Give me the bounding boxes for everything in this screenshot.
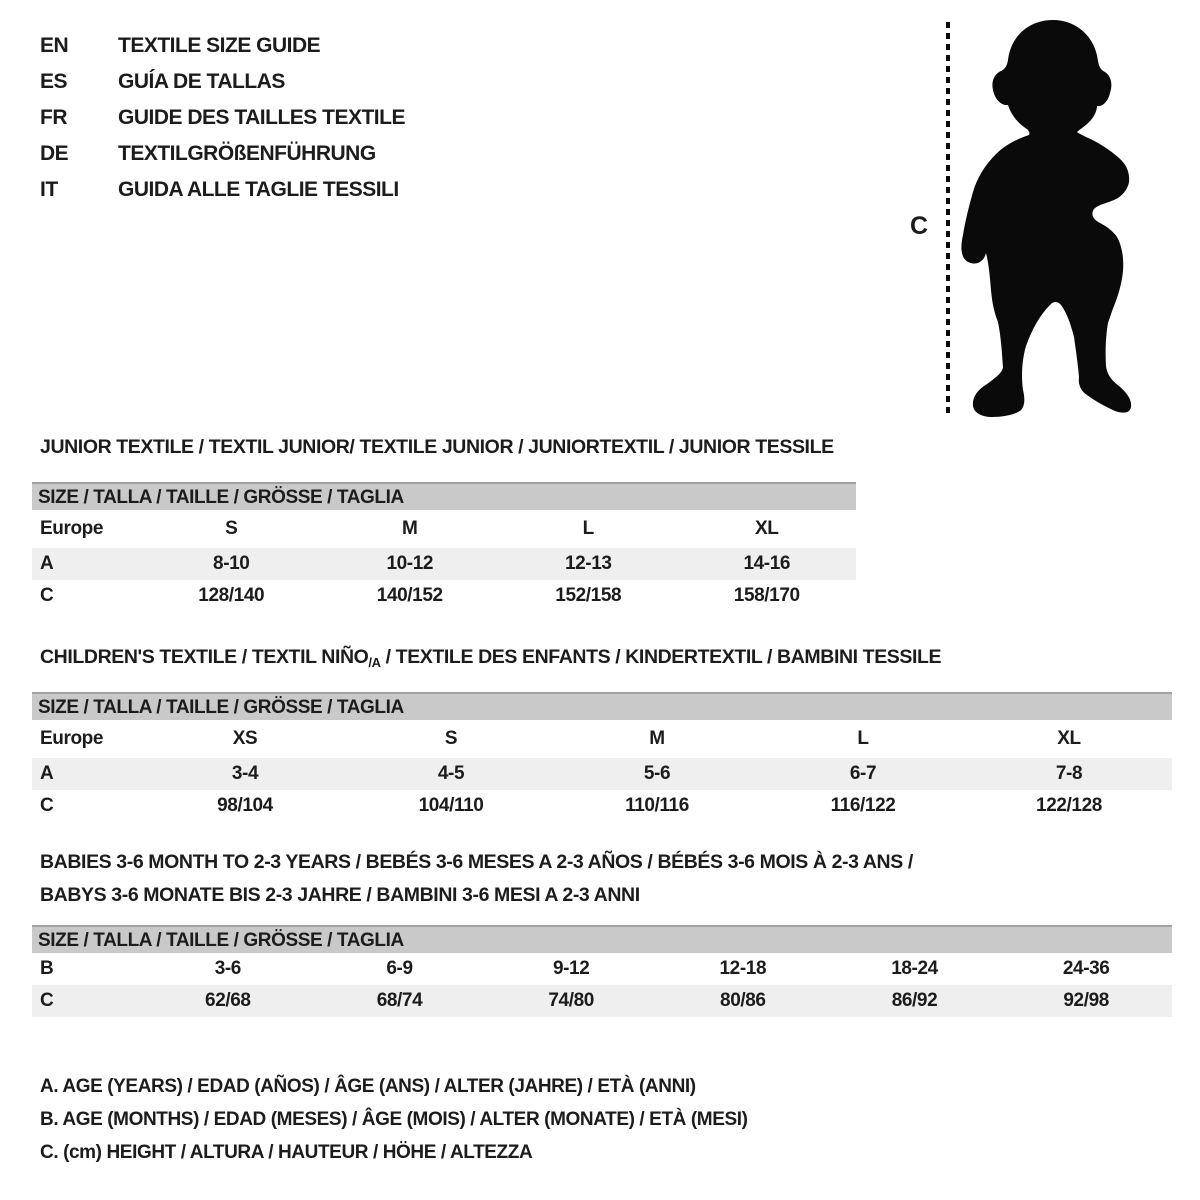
table-row-europe — [32, 720, 1172, 758]
table-row-age — [32, 548, 856, 580]
title-subscript: /A — [368, 655, 381, 670]
age-cell: 5-6 — [643, 763, 671, 784]
row-label: Europe — [40, 728, 104, 749]
lang-code: IT — [40, 178, 58, 201]
table-row-months — [32, 953, 1172, 985]
lang-row-fr — [40, 100, 405, 136]
table-row-height — [32, 790, 1172, 822]
lang-row-en — [40, 28, 405, 64]
legend-line-b: B. AGE (MONTHS) / EDAD (MESES) / ÂGE (MOIS) / ALTER (MONATE) / ETÀ (MESI) — [40, 1109, 748, 1130]
months-cell: 9-12 — [552, 958, 590, 979]
height-cell: 104/110 — [418, 795, 484, 816]
title-text: CHILDREN'S TEXTILE / TEXTIL NIÑO — [40, 646, 369, 668]
size-cell: L — [857, 728, 869, 749]
row-label: A — [40, 763, 54, 784]
lang-code: FR — [40, 106, 67, 129]
size-cell: XL — [755, 518, 779, 539]
height-cell: 92/98 — [1063, 990, 1109, 1011]
months-cell: 24-36 — [1062, 958, 1110, 979]
months-cell: 12-18 — [719, 958, 767, 979]
measurement-legend — [40, 1070, 748, 1169]
months-cell: 6-9 — [386, 958, 413, 979]
table-row-europe — [32, 510, 856, 548]
row-label: C — [40, 585, 54, 606]
lang-title: GUÍA DE TALLAS — [118, 70, 285, 93]
lang-title: TEXTILE SIZE GUIDE — [118, 34, 321, 57]
months-cell: 18-24 — [891, 958, 938, 979]
age-cell: 3-4 — [231, 763, 259, 784]
height-cell: 128/140 — [198, 585, 265, 606]
age-cell: 4-5 — [437, 763, 465, 784]
height-cell: 86/92 — [891, 990, 938, 1011]
height-dashed-line — [946, 22, 950, 418]
months-cell: 3-6 — [214, 958, 241, 979]
lang-code: EN — [40, 34, 69, 57]
lang-title: GUIDE DES TAILLES TEXTILE — [118, 106, 405, 129]
height-cell: 116/122 — [830, 795, 896, 816]
height-cell: 74/80 — [548, 990, 594, 1011]
size-cell: S — [225, 518, 238, 539]
section-title-children — [40, 646, 941, 670]
row-label: C — [40, 990, 54, 1011]
babies-title-line1: BABIES 3-6 MONTH TO 2-3 YEARS / BEBÉS 3-6 MESES A 2-3 AÑOS / BÉBÉS 3-6 MOIS À 2-3 ANS / — [40, 851, 913, 873]
lang-code: DE — [40, 142, 69, 165]
lang-title: GUIDA ALLE TAGLIE TESSILI — [118, 178, 399, 201]
table-header: SIZE / TALLA / TAILLE / GRÖSSE / TAGLIA — [32, 482, 856, 510]
language-title-list — [40, 28, 405, 208]
row-label: Europe — [40, 518, 104, 539]
size-table-babies — [32, 925, 1172, 1017]
title-text: / TEXTILE DES ENFANTS / KINDERTEXTIL / BAMBINI TESSILE — [380, 646, 942, 668]
size-cell: XS — [232, 728, 258, 749]
section-title-junior: JUNIOR TEXTILE / TEXTIL JUNIOR/ TEXTILE JUNIOR / JUNIORTEXTIL / JUNIOR TESSILE — [40, 436, 834, 458]
size-cell: S — [444, 728, 458, 749]
table-row-age — [32, 758, 1172, 790]
height-cell: 140/152 — [376, 585, 443, 606]
figure-height-label: C — [910, 212, 928, 240]
age-cell: 6-7 — [849, 763, 877, 784]
size-cell: XL — [1057, 728, 1081, 749]
legend-line-a: A. AGE (YEARS) / EDAD (AÑOS) / ÂGE (ANS) / ALTER (JAHRE) / ETÀ (ANNI) — [40, 1076, 696, 1097]
age-cell: 8-10 — [213, 553, 250, 574]
table-header: SIZE / TALLA / TAILLE / GRÖSSE / TAGLIA — [32, 925, 1172, 953]
lang-row-es — [40, 64, 405, 100]
height-cell: 68/74 — [376, 990, 423, 1011]
section-title-babies — [40, 846, 913, 912]
toddler-silhouette — [958, 20, 1148, 420]
height-cell: 122/128 — [1036, 795, 1102, 816]
lang-row-de — [40, 136, 405, 172]
lang-code: ES — [40, 70, 68, 93]
lang-title: TEXTILGRÖßENFÜHRUNG — [118, 142, 376, 165]
table-row-height — [32, 985, 1172, 1017]
height-cell: 80/86 — [720, 990, 766, 1011]
legend-line-c: C. (cm) HEIGHT / ALTURA / HAUTEUR / HÖHE / ALTEZZA — [40, 1142, 533, 1163]
height-cell: 62/68 — [205, 990, 251, 1011]
row-label: A — [40, 553, 54, 574]
table-header: SIZE / TALLA / TAILLE / GRÖSSE / TAGLIA — [32, 692, 1172, 720]
height-cell: 152/158 — [555, 585, 622, 606]
age-cell: 10-12 — [386, 553, 434, 574]
age-cell: 12-13 — [564, 553, 612, 574]
age-cell: 14-16 — [743, 553, 791, 574]
row-label: B — [40, 958, 54, 979]
size-table-junior — [32, 482, 856, 612]
height-cell: 158/170 — [733, 585, 800, 606]
size-table-children — [32, 692, 1172, 822]
babies-title-line2: BABYS 3-6 MONATE BIS 2-3 JAHRE / BAMBINI 3-6 MESI A 2-3 ANNI — [40, 884, 640, 906]
height-cell: 98/104 — [217, 795, 273, 816]
table-row-height — [32, 580, 856, 612]
size-cell: M — [402, 518, 418, 539]
size-cell: M — [649, 728, 665, 749]
height-cell: 110/116 — [625, 795, 689, 816]
lang-row-it — [40, 172, 405, 208]
row-label: C — [40, 795, 54, 816]
size-cell: L — [582, 518, 594, 539]
age-cell: 7-8 — [1055, 763, 1083, 784]
